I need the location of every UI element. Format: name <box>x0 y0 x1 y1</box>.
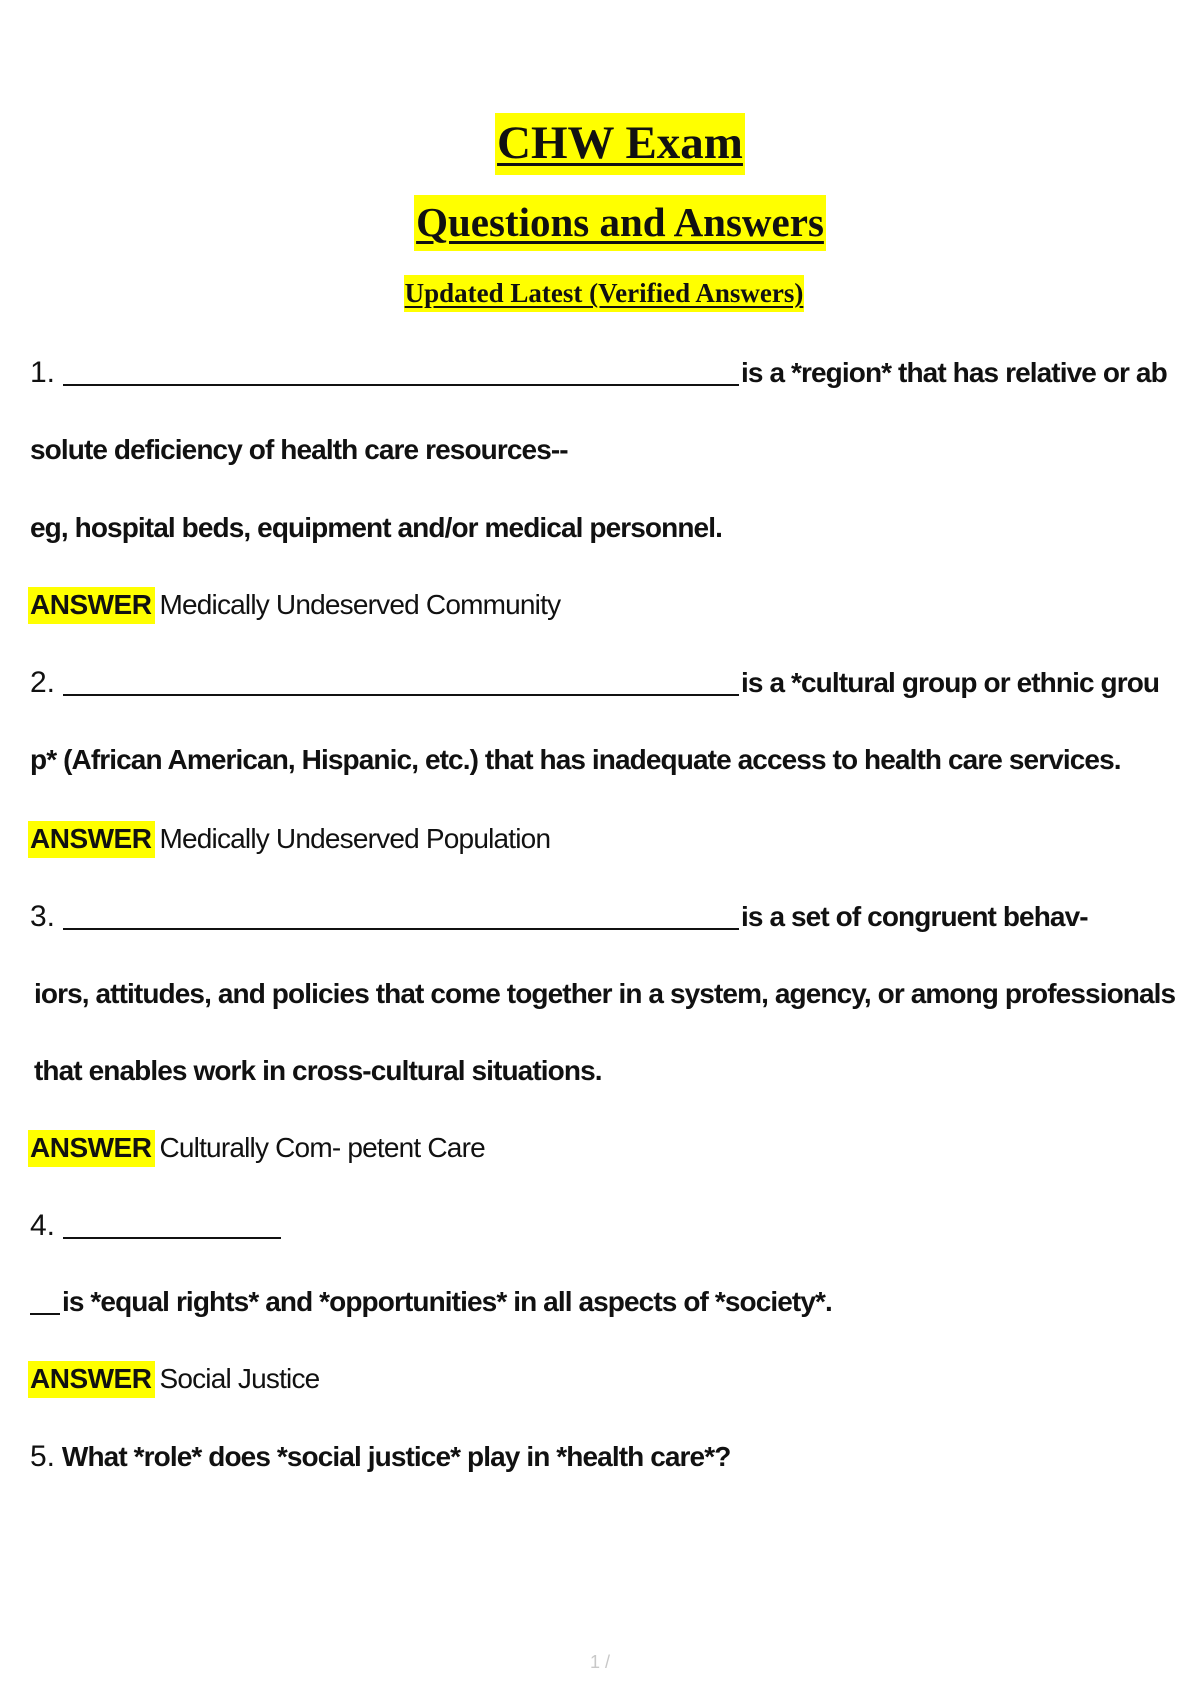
question-4-line-1 <box>30 1211 283 1241</box>
answer-1-label: ANSWER <box>28 587 155 624</box>
question-1-text-3: eg, hospital beds, equipment and/or medical personnel. <box>30 512 722 543</box>
answer-2 <box>30 825 550 853</box>
question-4-blank <box>63 1237 281 1239</box>
question-3-number: 3. <box>30 900 56 933</box>
question-4-text-1: is *equal rights* and *opportunities* in all aspects of *society*. <box>62 1286 832 1317</box>
question-1-line-3 <box>30 514 722 542</box>
document-title: CHW Exam <box>495 113 745 175</box>
document-tagline-block <box>4 280 1200 307</box>
document-title-block <box>20 117 1200 169</box>
answer-3 <box>30 1134 485 1162</box>
question-4-blank-tail <box>30 1313 60 1315</box>
answer-2-text: Medically Undeserved Population <box>159 823 551 854</box>
document-tagline: Updated Latest (Verified Answers) <box>404 275 805 312</box>
page-number: 1 / <box>589 1652 610 1672</box>
question-1-blank <box>63 384 739 386</box>
answer-1 <box>30 591 560 619</box>
answer-3-text: Culturally Com- petent Care <box>159 1132 485 1163</box>
question-3-line-2 <box>34 980 1175 1008</box>
answer-2-label: ANSWER <box>28 821 155 858</box>
answer-4 <box>30 1365 319 1393</box>
document-subtitle-block <box>20 199 1200 245</box>
question-3-text-1: is a set of congruent behav- <box>741 901 1088 932</box>
question-1-text-2: solute deficiency of health care resources-- <box>30 434 568 465</box>
question-3-text-2: iors, attitudes, and policies that come together in a system, agency, or among professionals <box>34 978 1176 1009</box>
question-5-line-1 <box>30 1442 730 1472</box>
question-3-blank <box>63 928 739 930</box>
question-1-line-1 <box>30 358 1167 388</box>
document-subtitle: Questions and Answers <box>414 195 826 251</box>
question-4-line-2 <box>30 1288 832 1316</box>
question-5-number: 5. <box>30 1440 56 1473</box>
question-3-text-3: that enables work in cross-cultural situations. <box>34 1055 602 1086</box>
question-2-number: 2. <box>30 666 56 699</box>
answer-1-text: Medically Undeserved Community <box>159 589 561 620</box>
question-1-number: 1. <box>30 356 56 389</box>
answer-4-label: ANSWER <box>28 1361 155 1398</box>
question-2-blank <box>63 694 739 696</box>
question-3-line-3 <box>34 1057 602 1085</box>
question-2-line-1 <box>30 668 1159 698</box>
question-2-text-2: p* (African American, Hispanic, etc.) that has inadequate access to health care services. <box>30 744 1121 775</box>
question-3-line-1 <box>30 902 1088 932</box>
answer-4-text: Social Justice <box>159 1363 320 1394</box>
question-5-text-1: What *role* does *social justice* play in *health care*? <box>61 1441 731 1472</box>
question-1-text-1: is a *region* that has relative or ab <box>741 357 1167 388</box>
question-4-number: 4. <box>30 1209 56 1242</box>
question-2-text-1: is a *cultural group or ethnic grou <box>741 667 1160 698</box>
question-2-line-2 <box>30 746 1121 774</box>
answer-3-label: ANSWER <box>28 1130 155 1167</box>
question-1-line-2 <box>30 436 568 464</box>
